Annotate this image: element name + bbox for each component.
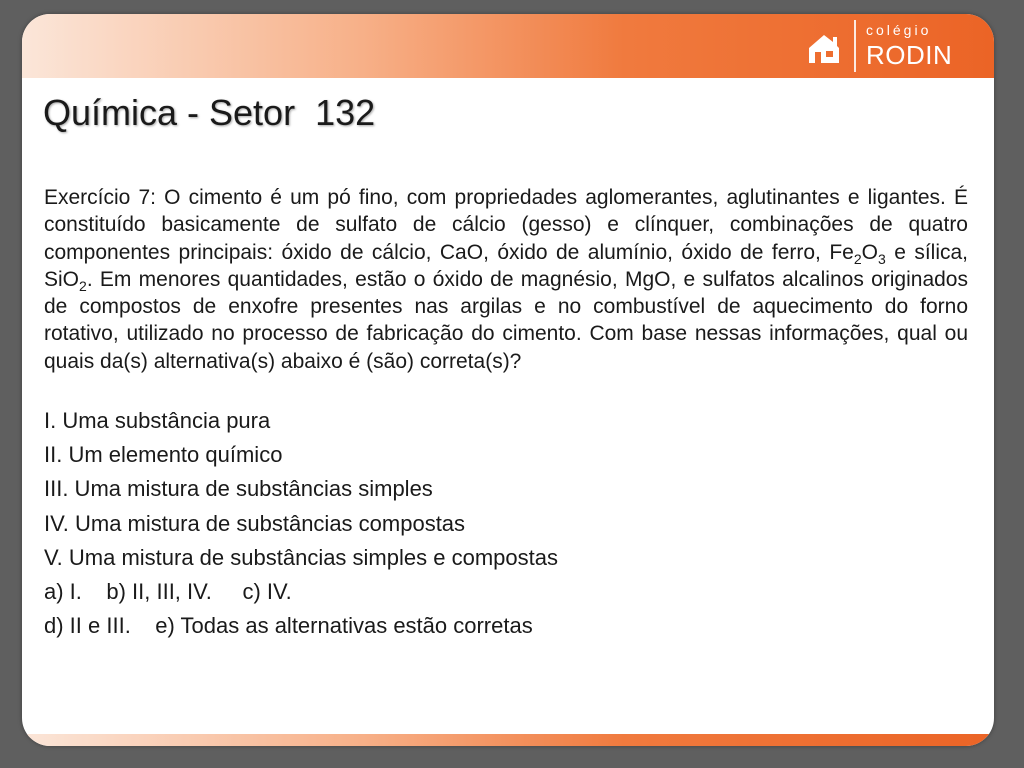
slide bbox=[22, 14, 994, 746]
page-title: Química - Setor 132 bbox=[43, 92, 376, 133]
option-item: I. Uma substância pura bbox=[44, 408, 271, 434]
answer-choices-line: a) I. b) II, III, IV. c) IV. bbox=[44, 579, 292, 605]
exercise-label: Exercício 7: bbox=[44, 186, 157, 209]
logo-text-colegio: colégio bbox=[866, 22, 932, 38]
exercise-text bbox=[44, 184, 968, 375]
answer-choices-line: d) II e III. e) Todas as alternativas estão corretas bbox=[44, 613, 533, 639]
header-bar bbox=[22, 14, 994, 78]
option-item: II. Um elemento químico bbox=[44, 442, 283, 468]
o-subscript: 3 bbox=[877, 250, 886, 267]
content-body bbox=[44, 184, 968, 644]
answer-options bbox=[44, 404, 968, 643]
exercise-text-part2: e sílica, SiO bbox=[44, 240, 968, 291]
oxygen-symbol: O bbox=[861, 240, 878, 264]
school-logo bbox=[806, 16, 976, 76]
exercise-text-part3: . Em menores quantidades, estão o óxido de magnésio, MgO, e sulfatos alcalinos originados de compostos de enxofre presentes nas argilas e no combustível de aquecimento do forno rotativo, utilizado no processo de fabricação do cimento. Com base nessas informações, qual ou quais da(s) alternativa(s) abaixo é (são) correta(s)? bbox=[44, 267, 968, 373]
option-item: III. Uma mistura de substâncias simples bbox=[44, 476, 433, 502]
logo-text-rodin: RODIN bbox=[866, 40, 953, 70]
option-item: IV. Uma mistura de substâncias compostas bbox=[44, 510, 466, 536]
fe-subscript: 2 bbox=[853, 250, 862, 267]
footer-bar bbox=[22, 734, 994, 746]
si-subscript: 2 bbox=[79, 278, 87, 295]
exercise-text-part1: O cimento é um pó fino, com propriedades aglomerantes, aglutinantes e ligantes. É constituído basicamente de sulfato de cálcio (gesso) e clínquer, combinações de quatro componentes principais: óxido de cálcio, CaO, óxido de alumínio, óxido de ferro, Fe bbox=[44, 186, 968, 264]
logo-divider bbox=[854, 20, 856, 72]
house-icon bbox=[806, 30, 842, 66]
option-item: V. Uma mistura de substâncias simples e compostas bbox=[44, 544, 558, 570]
